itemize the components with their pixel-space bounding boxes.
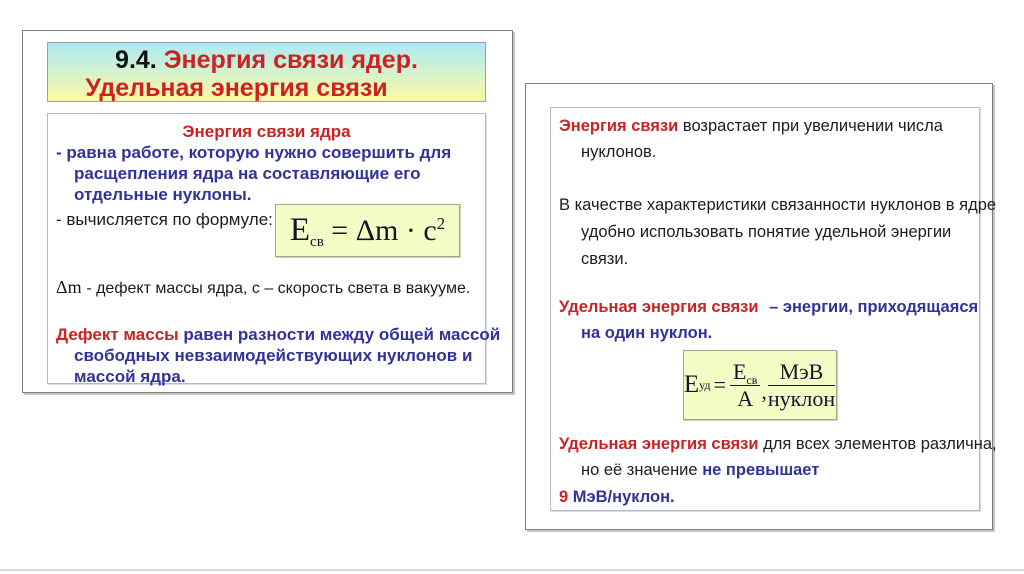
right-content-box [550, 107, 997, 511]
not-exceed-phrase: не превышает [702, 461, 820, 479]
formula2-unit-numerator: МэВ [768, 360, 835, 385]
binding-energy-definition-line-2: расщепления ядра на составляющие его [74, 164, 421, 183]
energy-growth-line-1-rest: возрастает при увеличении числа [682, 117, 943, 135]
delta-m-note [56, 277, 470, 298]
formula-subscript-sv: св [310, 234, 324, 250]
left-box-heading: Энергия связи ядра [182, 122, 351, 141]
delta-m-symbol: Δm [56, 277, 82, 297]
specific-energy-varies-line-1 [559, 435, 997, 454]
formula2-num-subscript: св [746, 373, 758, 388]
formula-intro-text: - вычисляется по формуле: [56, 210, 273, 229]
mass-defect-line-1-rest: равен разности между общей массой [183, 325, 501, 344]
specific-energy-varies-line-3 [559, 488, 675, 507]
energy-growth-line-1 [559, 117, 943, 136]
formula-symbol-E: E [289, 212, 311, 248]
characteristic-line-1: В качестве характеристики связанности нуклонов в ядре [559, 196, 997, 214]
title-number: 9.4. [115, 46, 157, 74]
max-value-number: 9 [559, 488, 569, 506]
title-line-2: Удельная энергия связи [85, 74, 388, 102]
specific-energy-varies-term: Удельная энергия связи [559, 435, 759, 453]
left-content-box [47, 113, 501, 386]
specific-energy-def-line-2: на один нуклон. [581, 324, 713, 342]
formula2-unit-denominator: нуклон [767, 385, 836, 411]
energy-growth-term: Энергия связи [559, 117, 679, 135]
formula2-denominator-A: A [737, 385, 754, 411]
formula2-numerator [730, 359, 760, 388]
specific-energy-varies-rest: для всех элементов различна, [763, 435, 997, 453]
specific-energy-def-line-1 [559, 298, 978, 317]
right-panel [525, 83, 997, 530]
mass-defect-line-3: массой ядра. [74, 367, 186, 386]
specific-energy-def-rest: – энергии, приходящаяся [769, 298, 979, 316]
binding-energy-formula [290, 212, 445, 249]
mass-defect-term: Дефект массы [56, 325, 179, 344]
delta-m-note-text: - дефект массы ядра, с – скорость света в вакууме. [86, 280, 471, 297]
max-value-unit: МэВ/нуклон. [572, 488, 675, 506]
mass-defect-line-1 [56, 325, 500, 345]
energy-growth-line-2: нуклонов. [581, 143, 657, 161]
formula2-unit-fraction [768, 360, 835, 409]
characteristic-line-2: удобно использовать понятие удельной энергии [581, 223, 952, 241]
formula-delta-m-c: = Δm · c [331, 214, 437, 247]
binding-energy-formula-box [275, 204, 460, 257]
formula-superscript-2: 2 [436, 214, 446, 233]
left-panel [22, 30, 513, 393]
characteristic-line-3: связи. [581, 250, 629, 268]
specific-energy-formula-box: E уд = $\frac{E_{св}}{A}$ , $\frac{\text{МэВ}}{\text{нуклон}}$ [683, 350, 837, 420]
specific-energy-varies-line-2 [581, 461, 819, 480]
formula2-comma: , [761, 379, 767, 404]
title-line-1-text: Энергия связи ядер. [163, 46, 418, 74]
slide-bottom-divider [0, 569, 1024, 571]
specific-energy-term: Удельная энергия связи [559, 298, 759, 316]
formula2-symbol-E: E [683, 371, 700, 398]
binding-energy-definition-line-3: отдельные нуклоны. [74, 185, 252, 204]
mass-defect-line-2: свободных невзаимодействующих нуклонов и [74, 346, 473, 365]
binding-energy-definition-line-1: - равна работе, которую нужно совершить для [56, 143, 452, 162]
slide-title-band [47, 42, 486, 102]
formula2-fraction-esv-a [730, 360, 760, 409]
formula2-equals: = [713, 372, 726, 397]
title-line-1 [48, 46, 485, 74]
value-phrase-black: но её значение [581, 461, 698, 479]
formula2-num-E: E [732, 359, 747, 385]
